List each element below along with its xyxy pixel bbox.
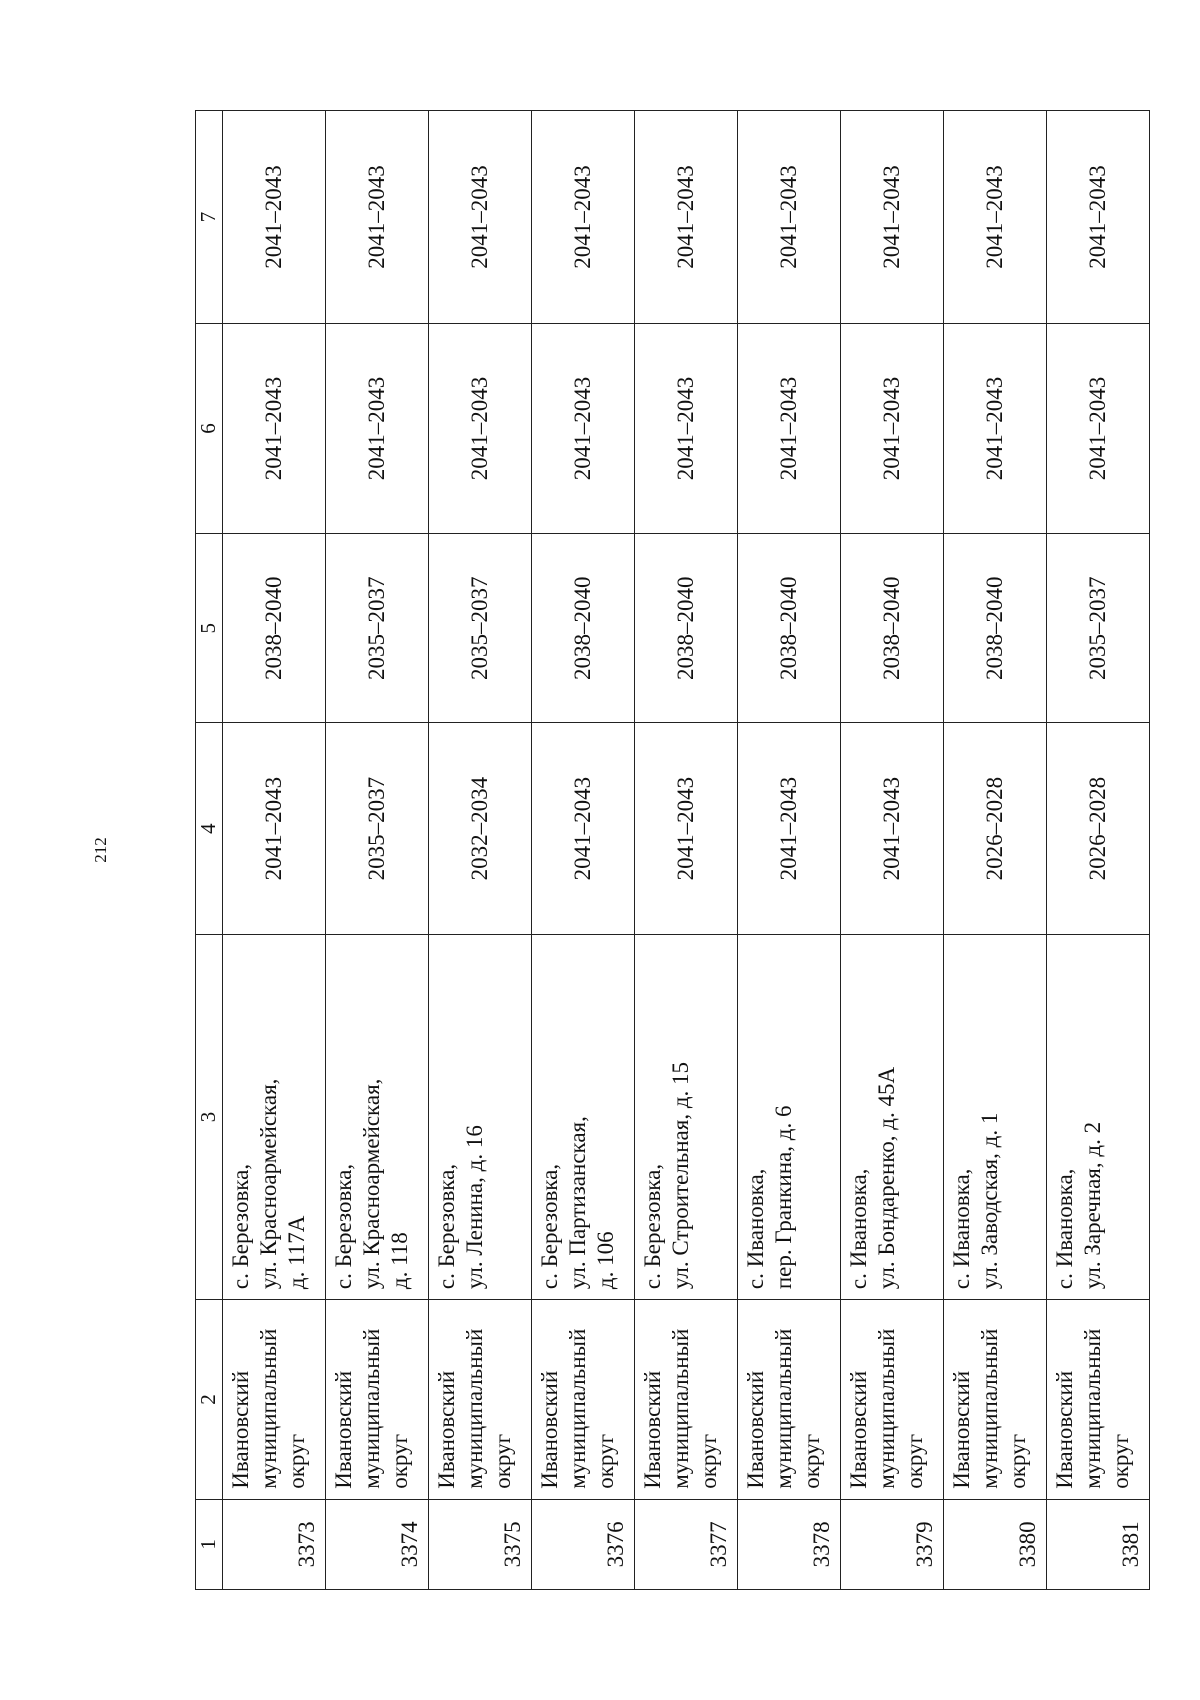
okrug-cell-line: Ивановский	[1052, 1370, 1077, 1489]
period-col-7: 2041–2043	[944, 111, 1047, 324]
okrug-cell-line: Ивановский	[434, 1370, 459, 1489]
period-col-4: 2041–2043	[635, 723, 738, 934]
address-cell-line: ул. Строительная, д. 15	[668, 1061, 694, 1290]
address-cell-line: д. 117А	[284, 1215, 310, 1290]
table-row	[1047, 111, 1150, 1590]
okrug-cell-line: муниципальный	[874, 1328, 900, 1489]
okrug-cell-line: муниципальный	[359, 1328, 385, 1489]
table-row	[944, 111, 1047, 1590]
address-cell	[841, 934, 944, 1299]
okrug-cell	[635, 1300, 738, 1500]
address-cell-line: пер. Гранкина, д. 6	[771, 1105, 797, 1290]
okrug-cell-line: Ивановский	[640, 1370, 665, 1489]
okrug-cell-line: муниципальный	[1080, 1328, 1106, 1489]
address-cell	[223, 934, 326, 1299]
period-col-4: 2035–2037	[326, 723, 429, 934]
period-col-7: 2041–2043	[532, 111, 635, 324]
period-col-4: 2026–2028	[1047, 723, 1150, 934]
address-cell-line: с. Березовка,	[434, 1163, 459, 1290]
col-header-1: 1	[196, 1499, 223, 1589]
okrug-cell-line: округ	[902, 1433, 928, 1489]
okrug-cell	[326, 1300, 429, 1500]
period-col-5: 2035–2037	[429, 534, 532, 723]
period-col-7: 2041–2043	[738, 111, 841, 324]
page-number: 212	[90, 837, 110, 863]
table-body	[223, 111, 1150, 1590]
address-cell-line: с. Березовка,	[331, 1163, 356, 1290]
period-col-4: 2032–2034	[429, 723, 532, 934]
period-col-7: 2041–2043	[841, 111, 944, 324]
address-cell-line: ул. Партизанская,	[565, 1116, 591, 1290]
okrug-cell-line: округ	[799, 1433, 825, 1489]
okrug-cell-line: округ	[696, 1433, 722, 1489]
period-col-6: 2041–2043	[1047, 324, 1150, 534]
col-header-7: 7	[196, 111, 223, 324]
okrug-cell-line: округ	[490, 1433, 516, 1489]
address-cell	[635, 934, 738, 1299]
table-row	[738, 111, 841, 1590]
table-container	[195, 110, 1150, 1590]
table-row	[429, 111, 532, 1590]
address-cell-line: ул. Красноармейская,	[359, 1078, 385, 1290]
col-header-3: 3	[196, 934, 223, 1299]
okrug-cell	[1047, 1300, 1150, 1500]
row-number: 3381	[1047, 1499, 1150, 1589]
okrug-cell-line: муниципальный	[771, 1328, 797, 1489]
period-col-5: 2038–2040	[738, 534, 841, 723]
okrug-cell-line: Ивановский	[228, 1370, 253, 1489]
okrug-cell-line: Ивановский	[331, 1370, 356, 1489]
address-cell-line: ул. Заводская, д. 1	[977, 1112, 1003, 1290]
period-col-4: 2041–2043	[841, 723, 944, 934]
address-cell-line: ул. Бондаренко, д. 45А	[874, 1066, 900, 1290]
okrug-cell-line: округ	[284, 1433, 310, 1489]
period-col-7: 2041–2043	[326, 111, 429, 324]
okrug-cell-line: округ	[1005, 1433, 1031, 1489]
okrug-cell-line: Ивановский	[949, 1370, 974, 1489]
address-cell	[944, 934, 1047, 1299]
period-col-4: 2041–2043	[532, 723, 635, 934]
address-cell	[738, 934, 841, 1299]
table-row	[532, 111, 635, 1590]
table-row	[326, 111, 429, 1590]
period-col-6: 2041–2043	[841, 324, 944, 534]
okrug-cell-line: муниципальный	[462, 1328, 488, 1489]
okrug-cell-line: муниципальный	[565, 1328, 591, 1489]
header-row	[196, 111, 223, 1590]
period-col-4: 2026–2028	[944, 723, 1047, 934]
address-cell-line: ул. Ленина, д. 16	[462, 1125, 488, 1290]
period-col-6: 2041–2043	[635, 324, 738, 534]
address-cell-line: с. Березовка,	[640, 1163, 665, 1290]
address-cell-line: ул. Красноармейская,	[256, 1078, 282, 1290]
okrug-cell	[223, 1300, 326, 1500]
row-number: 3380	[944, 1499, 1047, 1589]
okrug-cell-line: муниципальный	[668, 1328, 694, 1489]
address-cell	[326, 934, 429, 1299]
period-col-6: 2041–2043	[944, 324, 1047, 534]
okrug-cell-line: Ивановский	[743, 1370, 768, 1489]
okrug-cell-line: округ	[387, 1433, 413, 1489]
period-col-6: 2041–2043	[223, 324, 326, 534]
address-cell-line: с. Ивановка,	[743, 1168, 768, 1290]
period-col-7: 2041–2043	[429, 111, 532, 324]
okrug-cell-line: Ивановский	[846, 1370, 871, 1489]
address-cell	[1047, 934, 1150, 1299]
okrug-cell-line: округ	[1108, 1433, 1134, 1489]
period-col-5: 2038–2040	[635, 534, 738, 723]
col-header-2: 2	[196, 1300, 223, 1500]
address-cell-line: с. Березовка,	[228, 1163, 253, 1290]
col-header-5: 5	[196, 534, 223, 723]
address-cell-line: с. Березовка,	[537, 1163, 562, 1290]
row-number: 3375	[429, 1499, 532, 1589]
okrug-cell	[738, 1300, 841, 1500]
period-col-4: 2041–2043	[738, 723, 841, 934]
address-cell-line: с. Ивановка,	[1052, 1168, 1077, 1290]
table-row	[635, 111, 738, 1590]
period-col-7: 2041–2043	[635, 111, 738, 324]
address-cell	[429, 934, 532, 1299]
okrug-cell	[841, 1300, 944, 1500]
row-number: 3374	[326, 1499, 429, 1589]
period-col-6: 2041–2043	[326, 324, 429, 534]
address-cell-line: д. 106	[593, 1231, 619, 1290]
period-col-6: 2041–2043	[738, 324, 841, 534]
table-row	[841, 111, 944, 1590]
address-cell-line: с. Ивановка,	[846, 1168, 871, 1290]
period-col-4: 2041–2043	[223, 723, 326, 934]
okrug-cell-line: округ	[593, 1433, 619, 1489]
table-header	[196, 111, 223, 1590]
period-col-5: 2038–2040	[944, 534, 1047, 723]
address-cell-line: ул. Заречная, д. 2	[1080, 1121, 1106, 1290]
period-col-5: 2038–2040	[841, 534, 944, 723]
period-col-5: 2035–2037	[1047, 534, 1150, 723]
okrug-cell	[532, 1300, 635, 1500]
address-cell-line: д. 118	[387, 1232, 413, 1290]
row-number: 3376	[532, 1499, 635, 1589]
col-header-6: 6	[196, 324, 223, 534]
row-number: 3377	[635, 1499, 738, 1589]
okrug-cell	[429, 1300, 532, 1500]
row-number: 3378	[738, 1499, 841, 1589]
row-number: 3379	[841, 1499, 944, 1589]
address-cell	[532, 934, 635, 1299]
table-row	[223, 111, 326, 1590]
col-header-4: 4	[196, 723, 223, 934]
register-table	[195, 110, 1150, 1590]
okrug-cell-line: Ивановский	[537, 1370, 562, 1489]
okrug-cell-line: муниципальный	[256, 1328, 282, 1489]
okrug-cell	[944, 1300, 1047, 1500]
okrug-cell-line: муниципальный	[977, 1328, 1003, 1489]
period-col-6: 2041–2043	[429, 324, 532, 534]
period-col-6: 2041–2043	[532, 324, 635, 534]
period-col-5: 2038–2040	[223, 534, 326, 723]
period-col-7: 2041–2043	[223, 111, 326, 324]
period-col-7: 2041–2043	[1047, 111, 1150, 324]
period-col-5: 2035–2037	[326, 534, 429, 723]
period-col-5: 2038–2040	[532, 534, 635, 723]
row-number: 3373	[223, 1499, 326, 1589]
address-cell-line: с. Ивановка,	[949, 1168, 974, 1290]
